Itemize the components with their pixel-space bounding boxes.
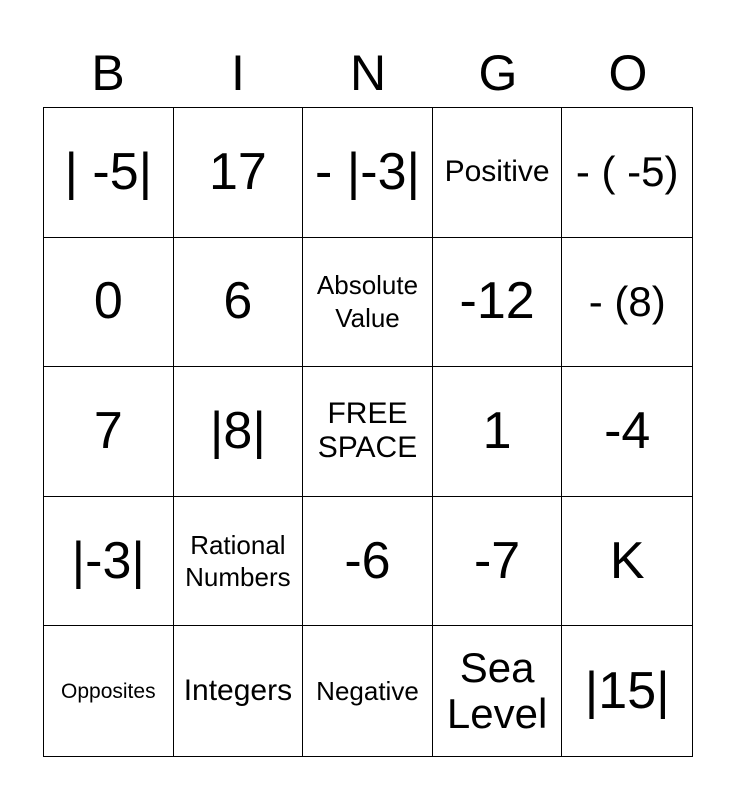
bingo-cell-r5-c1: Opposites bbox=[44, 626, 174, 756]
bingo-cell-r4-c2: Rational Numbers bbox=[174, 497, 304, 627]
bingo-cell-r1-c2: 17 bbox=[174, 108, 304, 238]
header-letter-n: N bbox=[349, 45, 387, 101]
bingo-cell-r2-c1: 0 bbox=[44, 238, 174, 368]
bingo-cell-r5-c3: Negative bbox=[303, 626, 433, 756]
bingo-cell-r1-c3: - |-3| bbox=[303, 108, 433, 238]
bingo-cell-r1-c4: Positive bbox=[433, 108, 563, 238]
bingo-cell-r4-c3: -6 bbox=[303, 497, 433, 627]
header-letter-o: O bbox=[608, 45, 648, 101]
bingo-cell-r2-c2: 6 bbox=[174, 238, 304, 368]
header-letter-i: I bbox=[231, 45, 245, 101]
header-letter-g: G bbox=[478, 45, 518, 101]
bingo-cell-r3-c4: 1 bbox=[433, 367, 563, 497]
bingo-cell-r4-c5: K bbox=[562, 497, 692, 627]
bingo-cell-r2-c4: -12 bbox=[433, 238, 563, 368]
bingo-cell-r3-c1: 7 bbox=[44, 367, 174, 497]
bingo-cell-r1-c1: | -5| bbox=[44, 108, 174, 238]
bingo-cell-r3-c2: |8| bbox=[174, 367, 304, 497]
bingo-cell-r5-c5: |15| bbox=[584, 661, 670, 720]
bingo-cell-r1-c5: - ( -5) bbox=[562, 108, 692, 238]
bingo-cell-r5-c2: Integers bbox=[174, 626, 304, 756]
bingo-cell-r4-c4: -7 bbox=[433, 497, 563, 627]
bingo-cell-free-space: FREE SPACE bbox=[303, 367, 433, 497]
bingo-cell-r2-c5: - (8) bbox=[562, 238, 692, 368]
bingo-cell-r3-c5: -4 bbox=[562, 367, 692, 497]
bingo-header bbox=[43, 40, 693, 106]
bingo-cell-r2-c3: Absolute Value bbox=[303, 238, 433, 368]
bingo-cell-r4-c1: |-3| bbox=[44, 497, 174, 627]
bingo-grid bbox=[43, 107, 693, 757]
bingo-cell-r5-c4: Sea Level bbox=[433, 626, 563, 756]
header-letter-b: B bbox=[91, 45, 125, 101]
